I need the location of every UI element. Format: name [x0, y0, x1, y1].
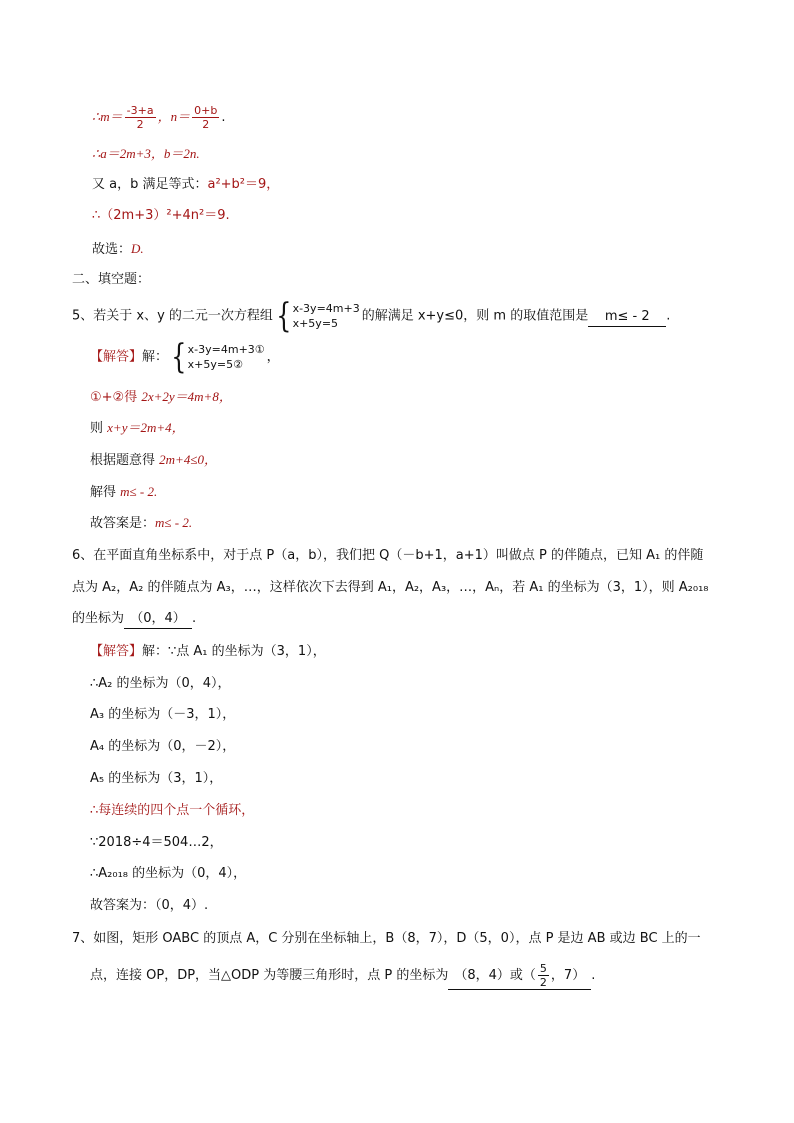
- q6-line3: 的坐标为 （0，4） .: [72, 610, 196, 629]
- q5-step5: 故答案是：m≤ - 2.: [90, 515, 193, 531]
- q7-line1: 7、如图，矩形 OABC 的顶点 A，C 分别在坐标轴上，B（8，7），D（5，0），点 P 是边 AB 或边 BC 上的一: [72, 931, 701, 946]
- q5-question: 5、若关于 x、y 的二元一次方程组{ x-3y=4m+3 x+5y=5 的解满足 x+y≤0，则 m 的取值范围是 m≤ - 2 .: [72, 296, 671, 336]
- q4-line4: ∴（2m+3）²+4n²＝9.: [92, 208, 230, 223]
- q6-sol-9: 故答案为：（0，4）.: [90, 898, 209, 913]
- q6-sol-3: A₃ 的坐标为（－3，1），: [90, 707, 236, 722]
- q7-line2: 点，连接 OP，DP，当△ODP 为等腰三角形时，点 P 的坐标为 （8，4）或（ $\frac{5}{2}$ ，7） .: [90, 962, 596, 989]
- q6-sol-8: ∴A₂₀₁₈ 的坐标为（0，4），: [90, 866, 247, 881]
- q6-sol-7: ∵2018÷4＝504…2，: [90, 835, 223, 850]
- solution-tag: 【解答】: [90, 349, 143, 365]
- fraction-n: $\frac{0+b}{2}$: [194, 104, 218, 131]
- q4-line3: 又 a，b 满足等式：a²+b²＝9，: [92, 177, 280, 192]
- q4-line1: ∴m＝ $\frac{-3+a}{2}$ ，n＝ $\frac{0+b}{2}$ .: [92, 104, 226, 131]
- solution-tag: 【解答】: [90, 644, 143, 659]
- q5-step4: 解得 m≤ - 2.: [90, 484, 158, 500]
- q6-sol-6: ∴每连续的四个点一个循环，: [90, 803, 255, 818]
- solution-system: x-3y=4m+3① x+5y=5②: [187, 343, 265, 371]
- fraction-5-2: $\frac{5}{2}$: [539, 962, 547, 989]
- q4-line1-b: ，n＝: [157, 109, 191, 124]
- q5-solution-header: 【解答】解：{ x-3y=4m+3① x+5y=5② ，: [90, 337, 280, 377]
- q6-sol-4: A₄ 的坐标为（0，－2），: [90, 739, 236, 754]
- equation-system: x-3y=4m+3 x+5y=5: [292, 302, 360, 330]
- fraction-m: $\frac{-3+a}{2}$: [126, 104, 154, 131]
- q6-sol-2: ∴A₂ 的坐标为（0，4），: [90, 676, 231, 691]
- q4-line2: ∴a＝2m+3，b＝2n.: [92, 146, 200, 161]
- q6-answer-blank: （0，4）: [124, 610, 192, 629]
- q7-answer-blank: （8，4）或（ $\frac{5}{2}$ ，7）: [448, 962, 591, 990]
- q4-line5: 故选：D.: [92, 241, 144, 257]
- q5-step2: 则 x+y＝2m+4，: [90, 420, 185, 436]
- q5-step3: 根据题意得 2m+4≤0，: [90, 452, 217, 468]
- q6-line1: 6、在平面直角坐标系中，对于点 P（a，b），我们把 Q（－b+1，a+1）叫做点 P 的伴随点，已知 A₁ 的伴随: [72, 548, 704, 563]
- q5-answer-blank: m≤ - 2: [588, 308, 666, 327]
- q6-sol-1: 【解答】解：∵点 A₁ 的坐标为（3，1），: [90, 644, 326, 659]
- q4-line1-a: ∴m＝: [92, 109, 123, 124]
- q6-sol-5: A₅ 的坐标为（3，1），: [90, 771, 223, 786]
- section-heading: 二、填空题：: [72, 272, 151, 287]
- q6-line2: 点为 A₂，A₂ 的伴随点为 A₃，…，这样依次下去得到 A₁，A₂，A₃，…，Aₙ，若 A₁ 的坐标为（3，1），则 A₂₀₁₈: [72, 580, 709, 595]
- q5-step1: ①+②得 2x+2y＝4m+8，: [90, 389, 232, 405]
